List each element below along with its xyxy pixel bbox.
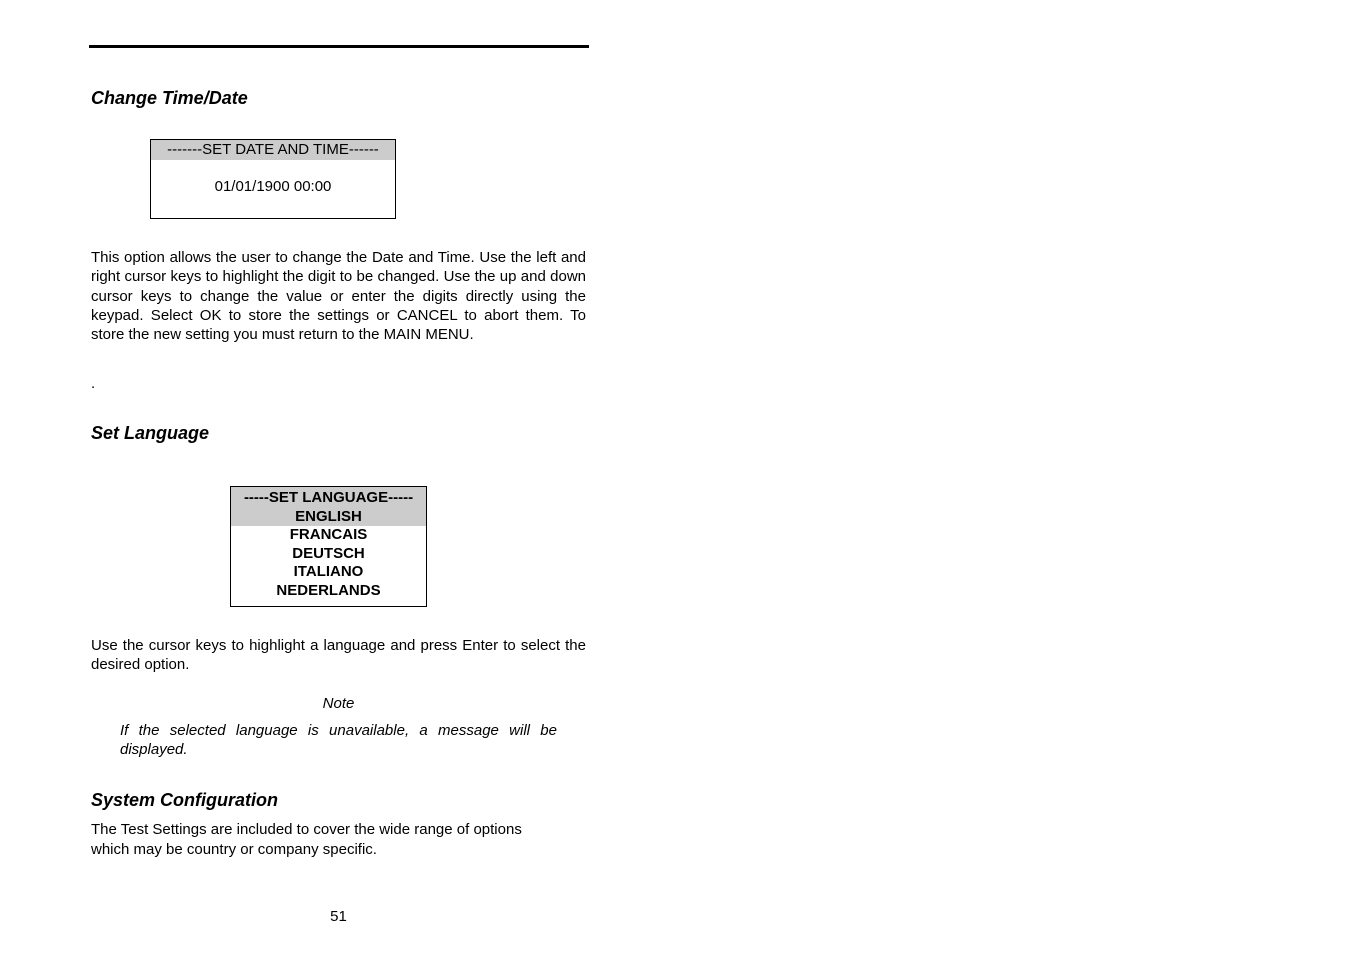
lcd-language-screen bbox=[230, 486, 427, 607]
stray-period: . bbox=[91, 375, 96, 392]
lcd-language-header: -----SET LANGUAGE----- bbox=[243, 489, 414, 506]
system-config-description bbox=[91, 820, 586, 860]
lcd-language-highlight bbox=[231, 487, 426, 526]
language-description: Use the cursor keys to highlight a language and press Enter to select the desired option. bbox=[91, 637, 586, 674]
page-number: 51 bbox=[330, 908, 347, 925]
note-body: If the selected language is unavailable, a message will be displayed. bbox=[120, 722, 557, 759]
system-config-line-1: The Test Settings are included to cover the wide range of options bbox=[91, 821, 522, 838]
heading-change-time-date: Change Time/Date bbox=[91, 88, 248, 108]
lcd-date-time-header: -------SET DATE AND TIME------ bbox=[151, 140, 395, 160]
heading-system-configuration: System Configuration bbox=[91, 790, 279, 810]
top-rule bbox=[89, 45, 589, 48]
language-option-english: ENGLISH bbox=[295, 507, 362, 525]
heading-set-language: Set Language bbox=[91, 423, 210, 443]
lcd-date-time-screen bbox=[150, 139, 396, 219]
time-date-description: This option allows the user to change the Date and Time. Use the left and right cursor keys to highlight the digit to be changed. Use the up and down cursor keys to change the value or enter the digits directly using the keypad. Select OK to store the settings or CANCEL to abort them. To store the new setting you must return to the MAIN MENU. bbox=[91, 249, 586, 344]
lcd-date-time-value: 01/01/1900 00:00 bbox=[214, 178, 332, 195]
language-option-deutsch: DEUTSCH bbox=[292, 544, 365, 562]
note-title: Note bbox=[322, 695, 355, 712]
language-option-italiano: ITALIANO bbox=[293, 563, 364, 581]
system-config-line-2: which may be country or company specific. bbox=[91, 841, 377, 859]
language-option-francais: FRANCAIS bbox=[289, 526, 368, 544]
language-option-nederlands: NEDERLANDS bbox=[276, 581, 381, 599]
